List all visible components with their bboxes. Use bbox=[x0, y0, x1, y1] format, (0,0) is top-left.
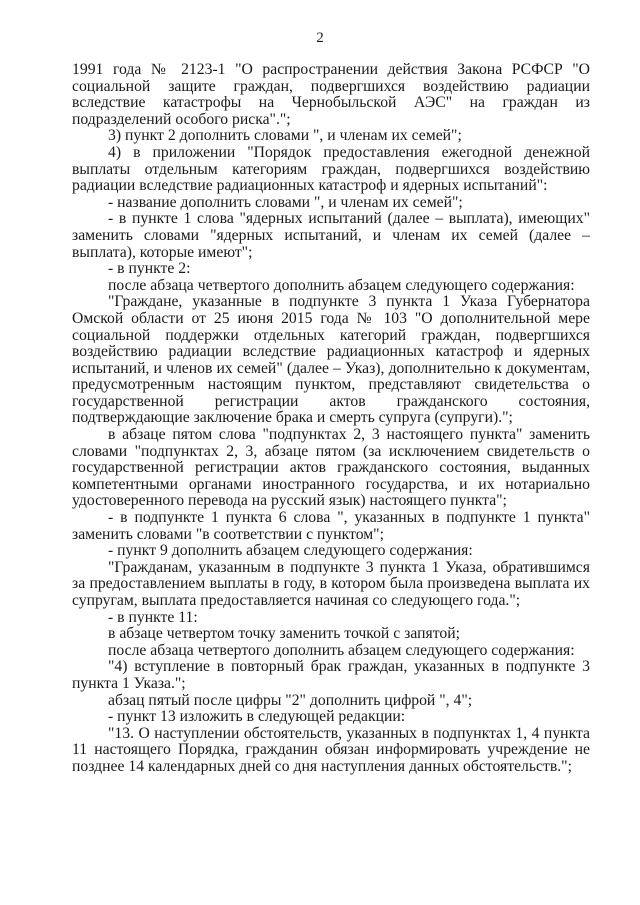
paragraph: "13. О наступлении обстоятельств, указанных в подпунктах 1, 4 пункта 11 настоящего Порядка, гражданин обязан информировать учреждение не позднее 14 календарных дней со дня наступления данных обстоятельств."; bbox=[72, 724, 590, 775]
paragraph: абзац пятый после цифры "2" дополнить цифрой ", 4"; bbox=[108, 691, 473, 709]
paragraph: - название дополнить словами ", и членам их семей"; bbox=[108, 193, 463, 211]
paragraph: - в подпункте 1 пункта 6 слова ", указанных в подпункте 1 пункта" заменить словами "в соответствии с пунктом"; bbox=[72, 509, 590, 543]
paragraph: 4) в приложении "Порядок предоставления ежегодной денежной выплаты отдельным категориям граждан, подвергшихся воздействию радиации вследствие радиационных катастроф и ядерных испытаний": bbox=[72, 143, 590, 195]
paragraph: 1991 года № 2123-1 "О распространении действия Закона РСФСР "О социальной защите граждан, подвергшихся воздействию радиации вследствие катастрофы на Чернобыльской АЭС" на граждан из подразделений особого риска"."; bbox=[72, 61, 590, 128]
paragraph: - пункт 9 дополнить абзацем следующего содержания: bbox=[108, 542, 473, 560]
paragraph: - пункт 13 изложить в следующей редакции: bbox=[108, 708, 406, 726]
paragraph: - в пункте 2: bbox=[108, 260, 191, 278]
paragraph: после абзаца четвертого дополнить абзацем следующего содержания: bbox=[108, 276, 575, 294]
paragraph: после абзаца четвертого дополнить абзацем следующего содержания: bbox=[108, 641, 575, 659]
page-number: 2 bbox=[316, 30, 324, 46]
paragraph: "Гражданам, указанным в подпункте 3 пункта 1 Указа, обратившимся за предоставлением выплаты в году, в котором была произведена выплата их супругам, выплата предоставляется начиная со следующего года."; bbox=[72, 558, 590, 609]
paragraph: - в пункте 1 слова "ядерных испытаний (далее – выплата), имеющих" заменить словами "ядерных испытаний, и членам их семей (далее – выплата), которые имеют"; bbox=[72, 210, 590, 261]
paragraph: в абзаце четвертом точку заменить точкой с запятой; bbox=[108, 625, 460, 643]
paragraph: "Граждане, указанные в подпункте 3 пункта 1 Указа Губернатора Омской области от 25 июня 2015 года № 103 "О дополнительной мере социальной поддержки отдельных категорий граждан, подвергшихся воздействию радиации вследствие радиационных катастроф и ядерных испытаний, и членов их семей" (далее – Указ), дополнительно к документам, предусмотренным настоящим пунктом, представляют свидетельства о государственной регистрации актов гражданского состояния, подтверждающие заключение брака и смерть супруга (супруги)."; bbox=[72, 293, 590, 427]
paragraph: - в пункте 11: bbox=[108, 608, 198, 626]
document-body bbox=[72, 62, 590, 776]
paragraph: в абзаце пятом слова "подпунктах 2, 3 настоящего пункта" заменить словами "подпунктах 2, 3, абзаце пятом (за исключением свидетельств о государственной регистрации актов гражданского состояния, выданных компетентными органами иностранного государства, и их нотариально удостоверенного перевода на русский язык) настоящего пункта"; bbox=[72, 426, 590, 510]
paragraph: "4) вступление в повторный брак граждан, указанных в подпункте 3 пункта 1 Указа."; bbox=[72, 658, 590, 692]
paragraph: 3) пункт 2 дополнить словами ", и членам их семей"; bbox=[108, 127, 462, 145]
